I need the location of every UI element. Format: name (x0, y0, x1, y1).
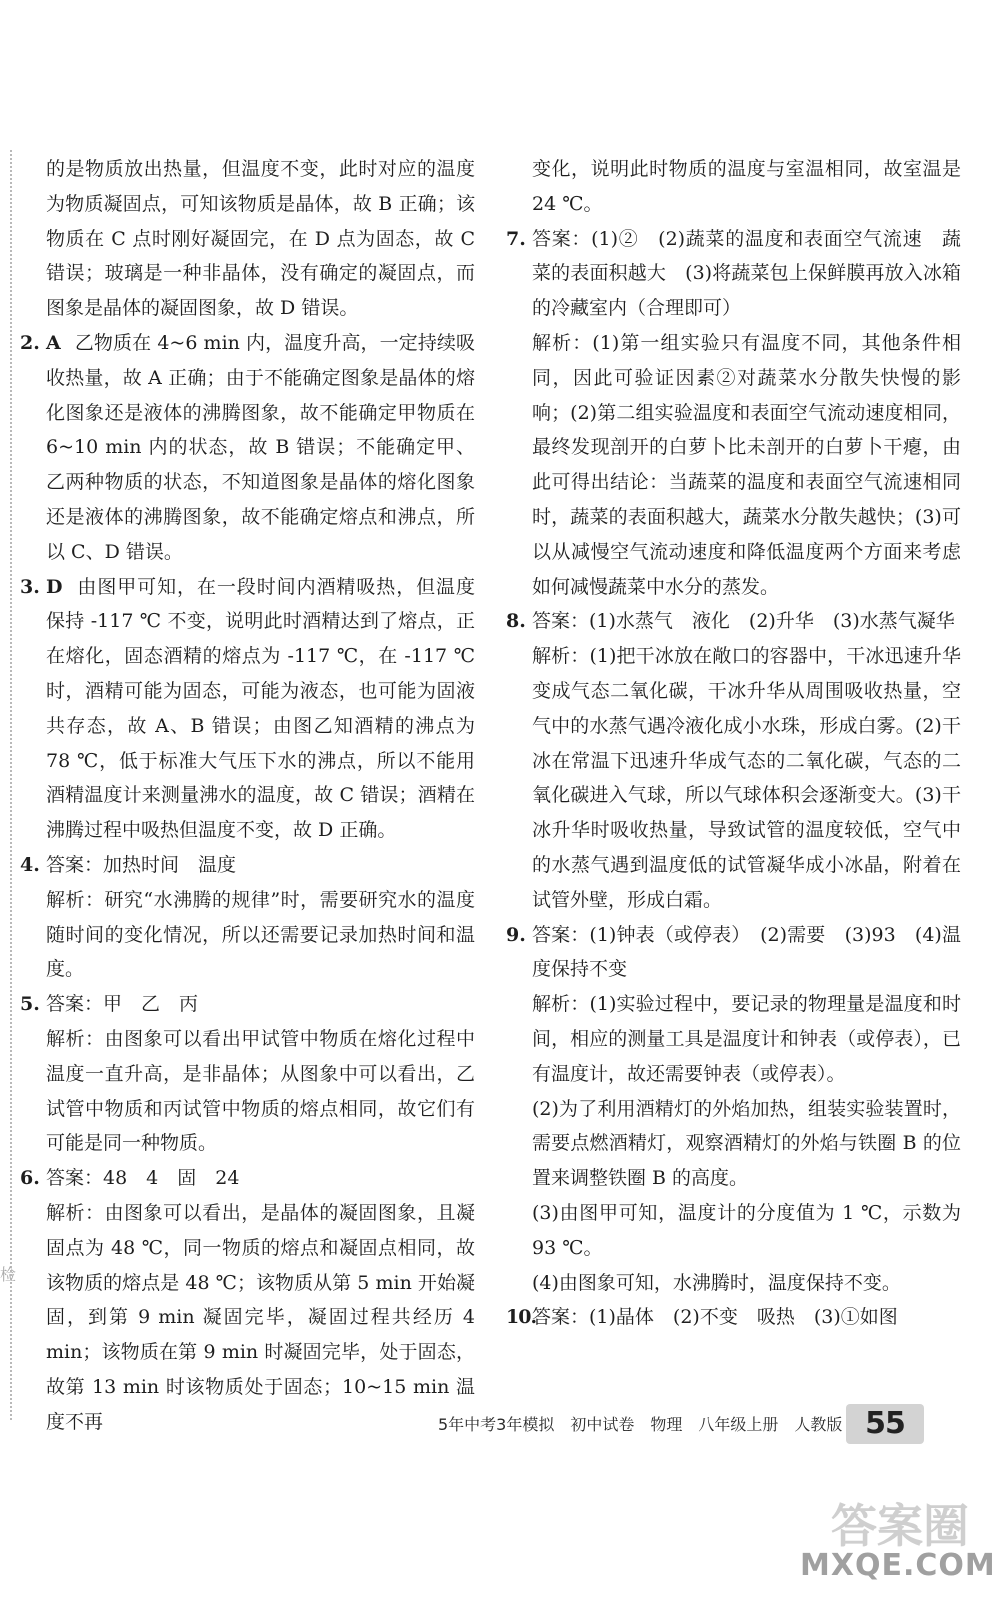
answer-item (506, 918, 961, 988)
right-answer-column (506, 152, 961, 1335)
watermark-text: MXQE.COM (800, 1548, 996, 1583)
answer-text: 答案：加热时间 温度 (46, 853, 237, 876)
question-number: 7. (506, 227, 526, 250)
explanation-paragraph: 解析：(1)把干冰放在敞口的容器中，干冰迅速升华变成气态二氧化碳，干冰升华从周围吸收热量，空气中的水蒸气遇冷液化成小水珠，形成白雾。(2)干冰在常温下迅速升华成气态的二氧化碳，气态的二氧化碳进入气球，所以气球体积会逐渐变大。(3)干冰升华时吸收热量，导致试管的温度较低，空气中的水蒸气遇到温度低的试管凝华成小冰晶，附着在试管外壁，形成白霜。 (532, 645, 961, 911)
explanation-paragraph: (4)由图象可知，水沸腾时，温度保持不变。 (532, 1271, 901, 1294)
answer-text: 答案：(1)钟表（或停表） (2)需要 (3)93 (4)温度保持不变 (532, 923, 961, 981)
answer-text: 答案：(1)② (2)蔬菜的温度和表面空气流速 蔬菜的表面积越大 (3)将蔬菜包上保鲜膜再放入冰箱的冷藏室内（合理即可） (532, 227, 961, 320)
answer-key: D (46, 575, 63, 598)
answer-text: 乙物质在 4~6 min 内，温度升高，一定持续吸收热量，故 A 正确；由于不能确定图象是晶体的熔化图象还是液体的沸腾图象，故不能确定甲物质在 6~10 min 内的状态，故 B 错误；不能确定甲、乙两种物质的状态，不知道图象是晶体的熔化图象还是液体的沸腾图象，故不能确定熔点和沸点，所以 C、D 错误。 (46, 331, 475, 563)
page-number-badge (846, 1404, 924, 1444)
answer-item (20, 848, 475, 883)
answer-text: 答案：(1)水蒸气 液化 (2)升华 (3)水蒸气凝华 (532, 610, 955, 633)
question-number: 4. (20, 853, 40, 876)
answer-paragraph: 的是物质放出热量，但温度不变，此时对应的温度为物质凝固点，可知该物质是晶体，故 B 正确；该物质在 C 点时刚好凝固完，在 D 点为固态，故 C 错误；玻璃是一种非晶体，没有确定的凝固点，而图象是晶体的凝固图象，故 D 错误。 (46, 158, 475, 320)
answer-text: 由图甲可知，在一段时间内酒精吸热，但温度保持 -117 ℃ 不变，说明此时酒精达到了熔点，正在熔化，固态酒精的熔点为 -117 ℃，在 -117 ℃ 时，酒精可能为固态，可能为液态，也可能为固液共存态，故 A、B 错误；由图乙知酒精的沸点为 78 ℃，低于标准大气压下水的沸点，所以不能用酒精温度计来测量沸水的温度，故 C 错误；酒精在沸腾过程中吸热但温度不变，故 D 正确。 (46, 575, 475, 842)
page-number: 55 (865, 1406, 905, 1441)
answer-item (20, 326, 475, 570)
answer-item (20, 1161, 475, 1196)
answer-item (506, 222, 961, 326)
question-number: 6. (20, 1167, 40, 1190)
explanation-paragraph: 解析：(1)第一组实验只有温度不同，其他条件相同，因此可验证因素②对蔬菜水分散失快慢的影响；(2)第二组实验温度和表面空气流动速度相同，最终发现剖开的白萝卜比未剖开的白萝卜干瘪，由此可得出结论：当蔬菜的温度和表面空气流速相同时，蔬菜的表面积越大，蔬菜水分散失越快；(3)可以从减慢空气流动速度和降低温度两个方面来考虑如何减慢蔬菜中水分的蒸发。 (532, 331, 961, 598)
answer-key: A (46, 331, 61, 354)
site-watermark (800, 1490, 996, 1590)
question-number: 5. (20, 993, 40, 1016)
answer-text: 答案：甲 乙 丙 (46, 993, 199, 1016)
answer-text: 答案：(1)晶体 (2)不变 吸热 (3)①如图 (532, 1306, 898, 1329)
explanation-paragraph: 解析：由图象可以看出，是晶体的凝固图象，且凝固点为 48 ℃，同一物质的熔点和凝固点相同，故该物质的熔点是 48 ℃；该物质从第 5 min 开始凝固，到第 9 min 凝固完毕，凝固过程共经历 4 min；该物质在第 9 min 时凝固完毕，处于固态，故第 13 min 时该物质处于固态；10~15 min 温度不再 (46, 1201, 475, 1433)
answer-item (506, 604, 961, 639)
answer-item (506, 1300, 961, 1335)
margin-dotted-line (10, 150, 12, 1420)
explanation-paragraph: 解析：研究“水沸腾的规律”时，需要研究水的温度随时间的变化情况，所以还需要记录加热时间和温度。 (46, 888, 475, 981)
question-number: 10. (506, 1306, 537, 1329)
footer-series-title: 5年中考3年模拟 初中试卷 物理 八年级上册 人教版 (438, 1415, 843, 1434)
answer-item (20, 987, 475, 1022)
question-number: 8. (506, 610, 526, 633)
explanation-paragraph: 解析：(1)实验过程中，要记录的物理量是温度和时间，相应的测量工具是温度计和钟表（或停表），已有温度计，故还需要钟表（或停表）。 (532, 993, 961, 1085)
explanation-paragraph: (2)为了利用酒精灯的外焰加热，组装实验装置时，需要点燃酒精灯，观察酒精灯的外焰与铁圈 B 的位置来调整铁圈 B 的高度。 (532, 1097, 961, 1190)
explanation-paragraph: 变化，说明此时物质的温度与室温相同，故室温是 24 ℃。 (532, 158, 961, 215)
question-number: 9. (506, 923, 526, 946)
answer-text: 答案：48 4 固 24 (46, 1167, 240, 1190)
question-number: 2. (20, 331, 40, 354)
edge-fragment-glyph: 检 (0, 1265, 17, 1284)
answer-item (20, 570, 475, 848)
explanation-paragraph: 解析：由图象可以看出甲试管中物质在熔化过程中温度一直升高，是非晶体；从图象中可以看出，乙试管中物质和丙试管中物质的熔点相同，故它们有可能是同一种物质。 (46, 1027, 475, 1155)
watermark-logo: 答案圈 (831, 1499, 969, 1553)
page-footer (438, 1404, 938, 1444)
left-answer-column (20, 152, 475, 1439)
explanation-paragraph: (3)由图甲可知，温度计的分度值为 1 ℃，示数为 93 ℃。 (532, 1201, 961, 1259)
question-number: 3. (20, 575, 40, 598)
